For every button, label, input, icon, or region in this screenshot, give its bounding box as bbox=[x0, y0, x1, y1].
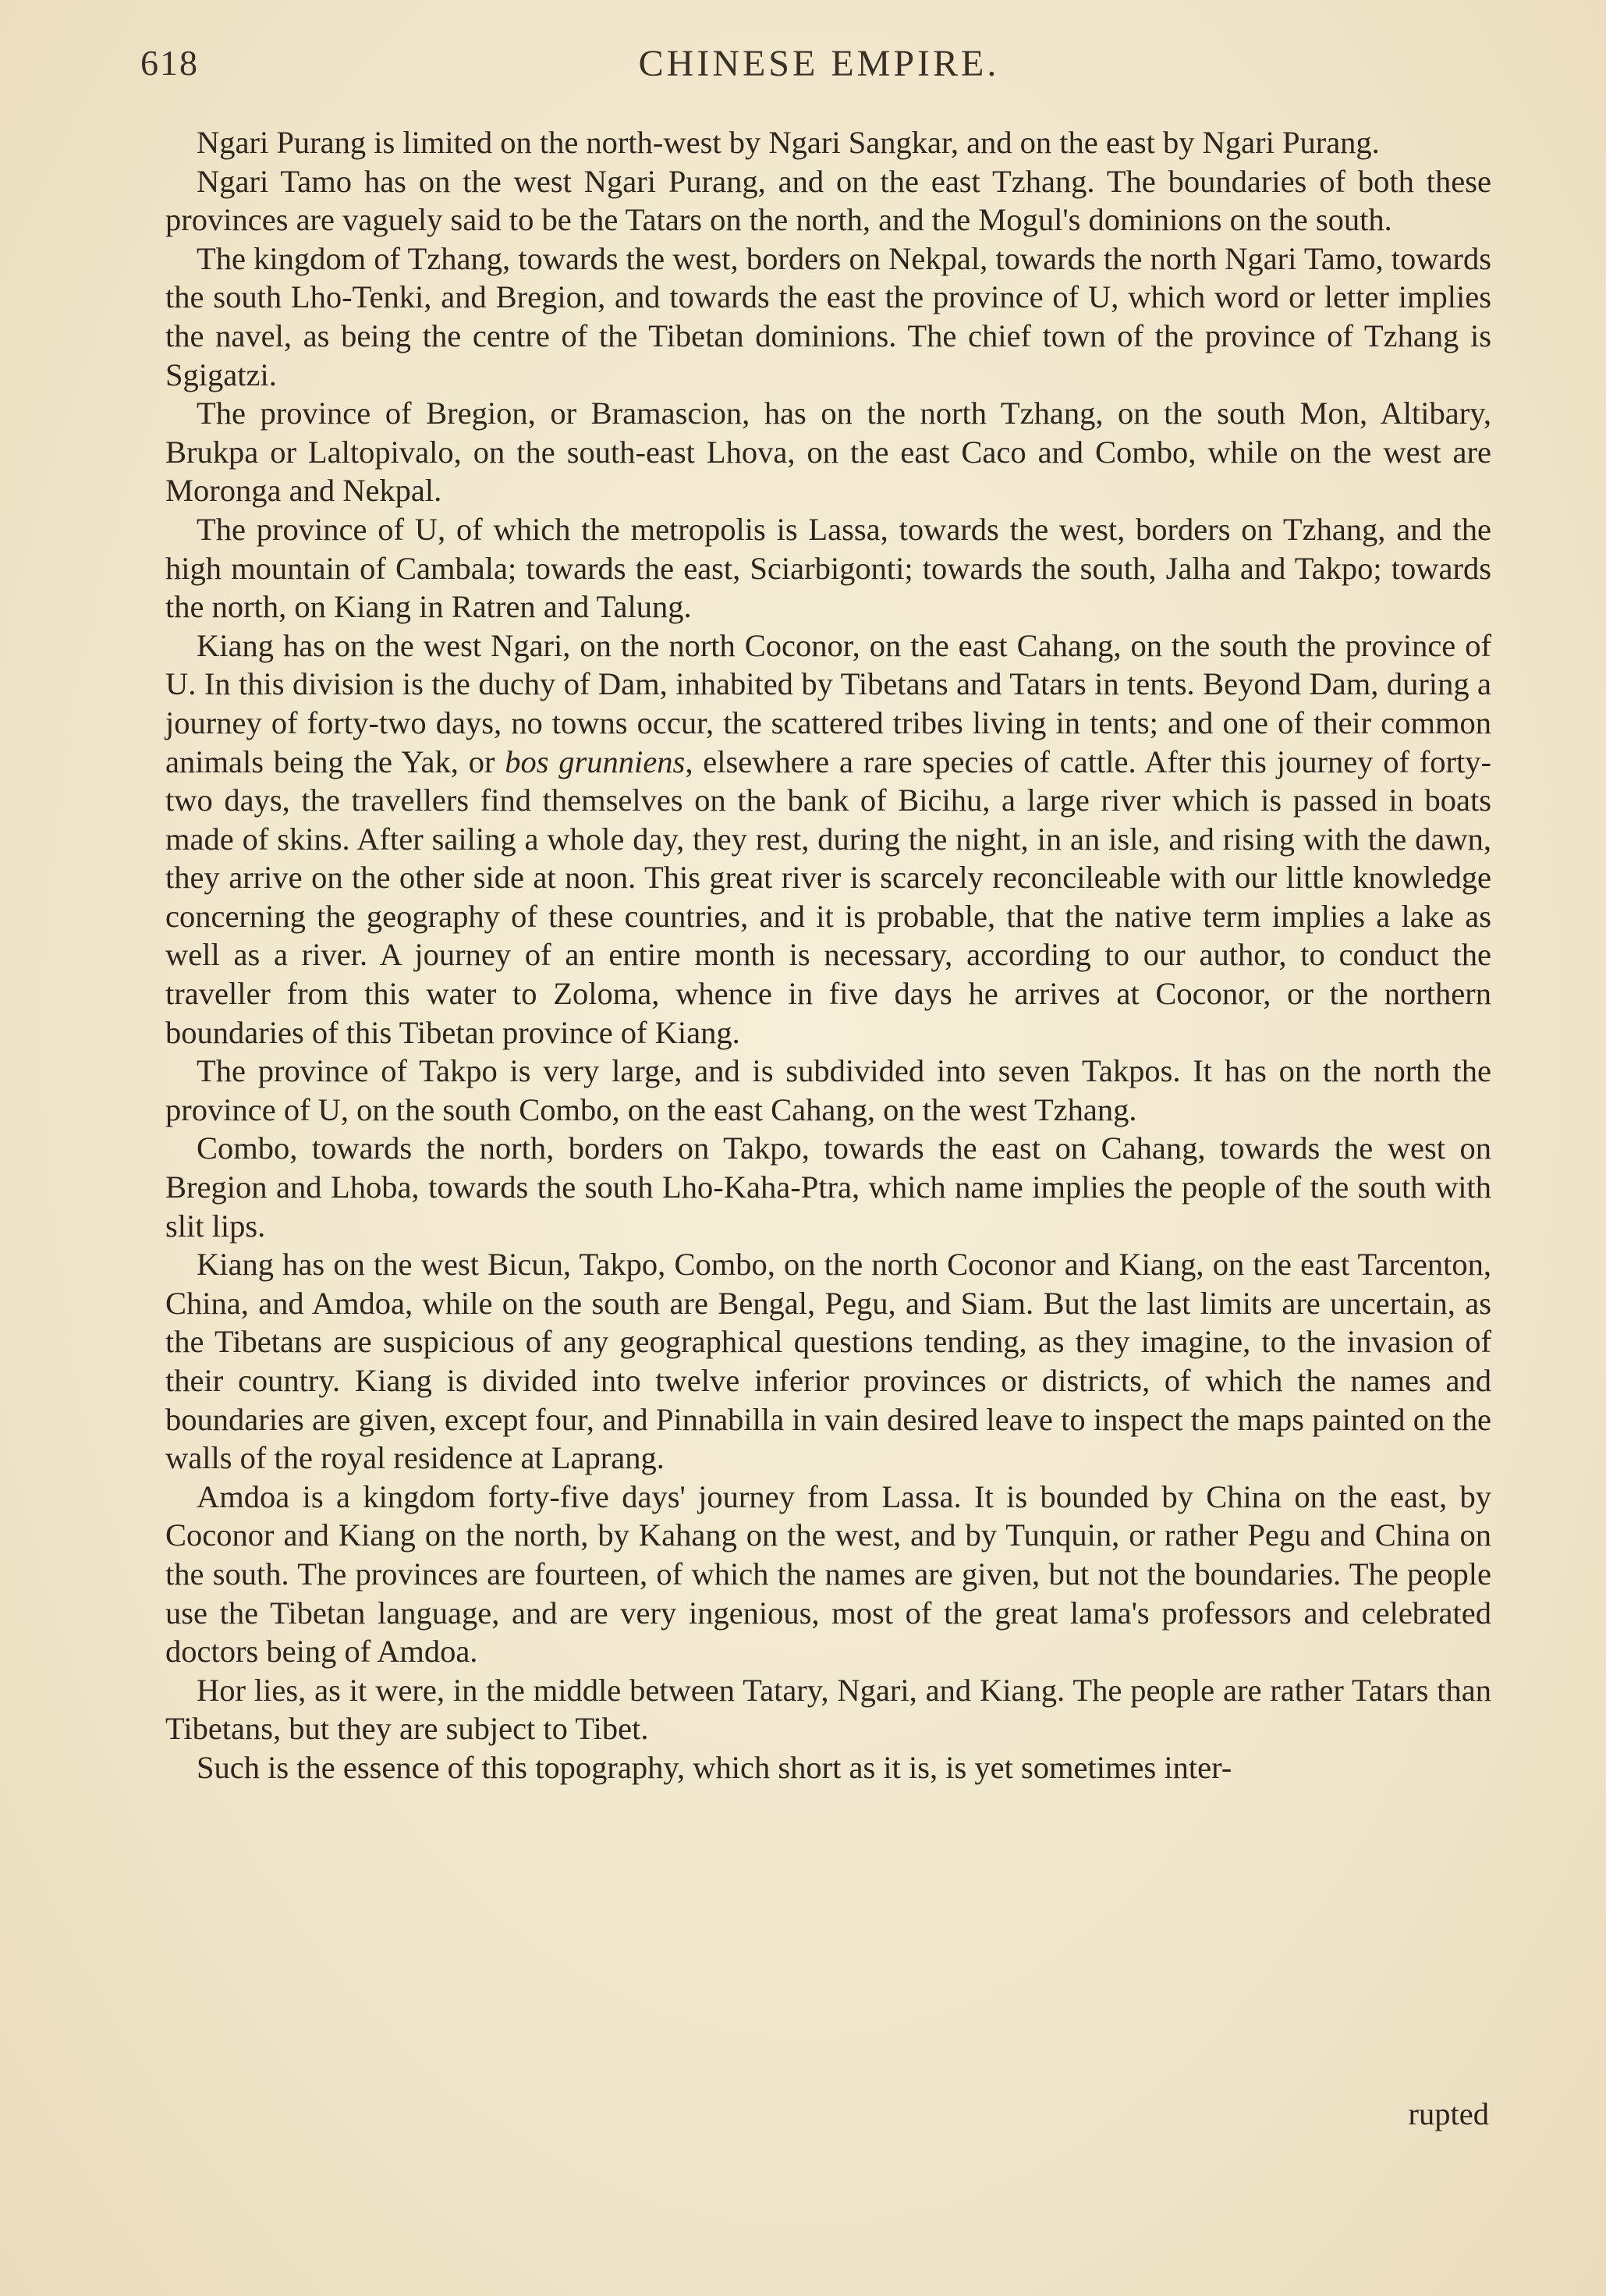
paragraph: The province of U, of which the metropolis is Lassa, towards the west, borders on Tzhang, and the high mountain of Cambala; towards the east, Sciarbigonti; towards the south, Jalha and Takpo; towards the north, on Kiang in Ratren and Talung. bbox=[165, 511, 1491, 625]
italic-term: bos grunniens bbox=[505, 743, 686, 779]
body-text bbox=[165, 123, 1491, 1787]
page-header bbox=[140, 37, 1498, 92]
paragraph-text: Kiang has on the west Ngari, on the north Coconor, on the east Cahang, on the south the province of U. In this division is the duchy of Dam, inhabited by Tibetans and Tatars in tents. Beyond Dam, during a journey of forty-two days, no towns occur, the scattered tribes living in tents; and one of their common animals being the Yak, or bbox=[165, 627, 1491, 779]
paragraph bbox=[165, 626, 1491, 1052]
paragraph: Amdoa is a kingdom forty-five days' journey from Lassa. It is bounded by China on the east, by Coconor and Kiang on the north, by Kahang on the west, and by Tunquin, or rather Pegu and China on the south. The provinces are fourteen, of which the names are given, but not the boundaries. The people use the Tibetan language, and are very ingenious, most of the great lama's professors and celebrated doctors being of Amdoa. bbox=[165, 1478, 1491, 1670]
paragraph-text: , elsewhere a rare species of cattle. After this journey of forty-two days, the travellers find themselves on the bank of Bicihu, a large river which is passed in boats made of skins. After sailing a whole day, they rest, during the night, in an isle, and rising with the dawn, they arrive on the other side at noon. This great river is scarcely reconcileable with our little knowledge concerning the geography of these countries, and it is probable, that the native term implies a lake as well as a river. A journey of an entire month is necessary, according to our author, to conduct the traveller from this water to Zoloma, whence in five days he arrives at Coconor, or the northern boundaries of this Tibetan province of Kiang. bbox=[165, 743, 1491, 1050]
paragraph: Ngari Tamo has on the west Ngari Purang, and on the east Tzhang. The boundaries of both these provinces are vaguely said to be the Tatars on the north, and the Mogul's dominions on the south. bbox=[165, 163, 1491, 238]
running-head: CHINESE EMPIRE. bbox=[638, 43, 1000, 84]
paragraph: The province of Takpo is very large, and is subdivided into seven Takpos. It has on the north the province of U, on the south Combo, on the east Cahang, on the west Tzhang. bbox=[165, 1053, 1491, 1127]
paragraph: Combo, towards the north, borders on Takpo, towards the east on Cahang, towards the west on Bregion and Lhoba, towards the south Lho-Kaha-Ptra, which name implies the people of the south with slit lips. bbox=[165, 1130, 1491, 1244]
paragraph: The kingdom of Tzhang, towards the west, borders on Nekpal, towards the north Ngari Tamo, towards the south Lho-Tenki, and Bregion, and towards the east the province of U, which word or letter implies the navel, as being the centre of the Tibetan dominions. The chief town of the province of Tzhang is Sgigatzi. bbox=[165, 240, 1491, 392]
paragraph: Kiang has on the west Bicun, Takpo, Combo, on the north Coconor and Kiang, on the east Tarcenton, China, and Amdoa, while on the south are Bengal, Pegu, and Siam. But the last limits are uncertain, as the Tibetans are suspicious of any geographical questions tending, as they imagine, to the invasion of their country. Kiang is divided into twelve inferior provinces or districts, of which the names and boundaries are given, except four, and Pinnabilla in vain desired leave to inspect the maps painted on the walls of the royal residence at Laprang. bbox=[165, 1247, 1491, 1476]
paragraph: Hor lies, as it were, in the middle between Tatary, Ngari, and Kiang. The people are rather Tatars than Tibetans, but they are subject to Tibet. bbox=[165, 1672, 1491, 1747]
paragraph: Ngari Purang is limited on the north-west by Ngari Sangkar, and on the east by Ngari Purang. bbox=[197, 125, 1380, 160]
paragraph: The province of Bregion, or Bramascion, has on the north Tzhang, on the south Mon, Altibary, Brukpa or Laltopivalo, on the south-east Lhova, on the east Caco and Combo, while on the west are Moronga and Nekpal. bbox=[165, 396, 1491, 509]
catchword: rupted bbox=[1408, 2096, 1489, 2131]
page-number: 618 bbox=[140, 43, 199, 83]
paragraph: Such is the essence of this topography, which short as it is, is yet sometimes inter- bbox=[197, 1749, 1232, 1785]
